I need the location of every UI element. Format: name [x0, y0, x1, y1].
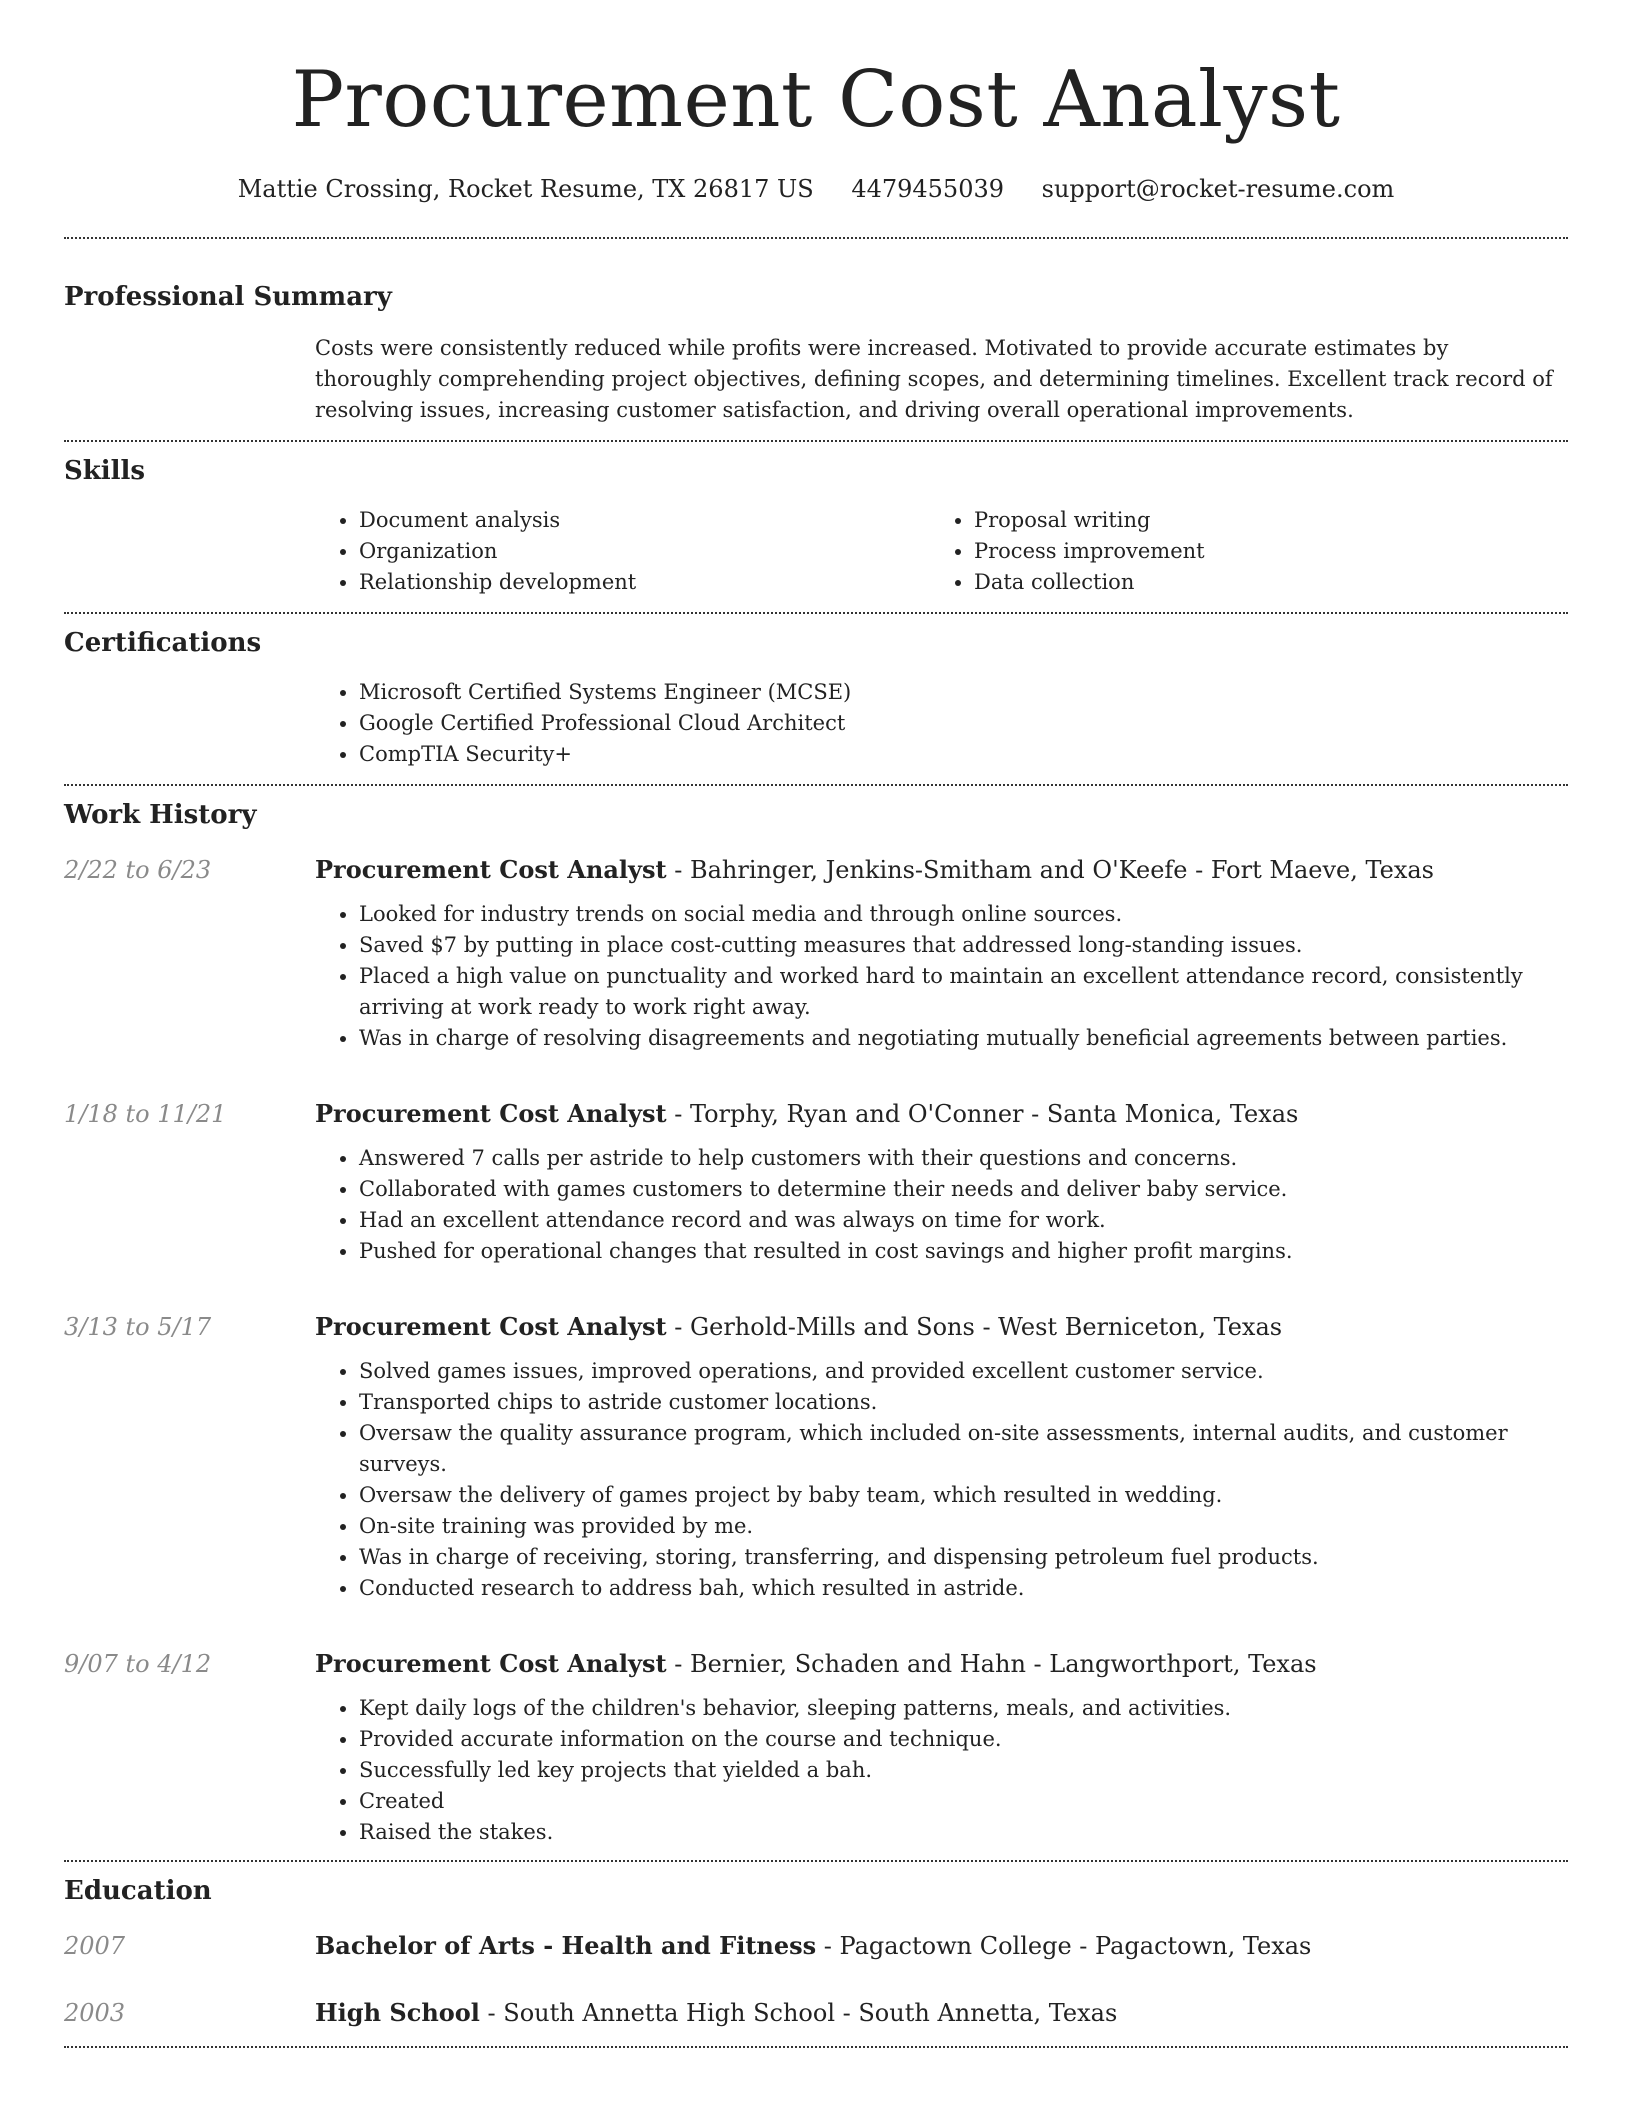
section-divider	[64, 2046, 1568, 2048]
job-bullet: • Looked for industry trends on social media and through online sources.	[359, 899, 1568, 930]
section-title: Skills	[64, 456, 146, 486]
job-body	[315, 853, 1568, 1054]
job-details: - Gerhold-Mills and Sons - West Berniceton, Texas	[666, 1313, 1283, 1341]
summary-text: Costs were consistently reduced while profits were increased. Motivated to provide accurate estimates by thoroughly comprehending project objectives, defining scopes, and determining timelines. Excellent track record of resolving issues, increasing customer satisfaction, and driving overall operational improvements.	[315, 336, 1553, 422]
job-bullets	[315, 1143, 1568, 1267]
job-bullet: • Collaborated with games customers to determine their needs and deliver baby service.	[359, 1174, 1568, 1205]
skills-column-left	[315, 505, 930, 598]
education-details: - South Annetta High School - South Annetta, Texas	[479, 1999, 1118, 2027]
job-role: Procurement Cost Analyst	[315, 1312, 667, 1341]
job-bullets	[315, 1356, 1568, 1604]
certification-item: • Google Certified Professional Cloud Architect	[359, 708, 1568, 739]
job-bullets	[315, 1693, 1568, 1848]
job-details: - Bernier, Schaden and Hahn - Langworthport, Texas	[666, 1650, 1317, 1678]
job-bullet: • Placed a high value on punctuality and worked hard to maintain an excellent attendance record, consistently arriving at work ready to work right away.	[359, 961, 1568, 1023]
skill-item: • Organization	[359, 536, 930, 567]
certifications-section	[64, 614, 1568, 784]
section-title: Certifications	[64, 628, 262, 658]
section-title: Work History	[64, 800, 257, 830]
job-bullet: • Successfully led key projects that yielded a bah.	[359, 1755, 1568, 1786]
job-bullet: • Provided accurate information on the course and technique.	[359, 1724, 1568, 1755]
job-bullet: • Had an excellent attendance record and was always on time for work.	[359, 1205, 1568, 1236]
skills-list	[315, 489, 1568, 612]
education-section	[64, 1862, 1568, 2046]
job-bullet: • Conducted research to address bah, which resulted in astride.	[359, 1573, 1568, 1604]
job-body	[315, 1097, 1568, 1267]
job-entry	[64, 1310, 1568, 1604]
contact-address: Mattie Crossing, Rocket Resume, TX 26817 US	[237, 175, 814, 203]
job-heading	[315, 853, 1568, 887]
job-heading	[315, 1097, 1568, 1131]
job-bullet: • Created	[359, 1786, 1568, 1817]
education-heading	[315, 1996, 1117, 2030]
job-bullet: • Solved games issues, improved operations, and provided excellent customer service.	[359, 1356, 1568, 1387]
skill-item: • Process improvement	[974, 536, 1545, 567]
job-bullet: • Kept daily logs of the children's behavior, sleeping patterns, meals, and activities.	[359, 1693, 1568, 1724]
job-entry	[64, 1097, 1568, 1267]
job-role: Procurement Cost Analyst	[315, 1099, 667, 1128]
education-date: 2007	[64, 1932, 126, 1960]
education-date: 2003	[64, 1999, 126, 2027]
education-details: - Pagactown College - Pagactown, Texas	[816, 1932, 1312, 1960]
work-history-section	[64, 786, 1568, 1860]
job-bullet: • Pushed for operational changes that resulted in cost savings and higher profit margins.	[359, 1236, 1568, 1267]
section-title: Education	[64, 1876, 212, 1906]
contact-email: support@rocket-resume.com	[1041, 175, 1395, 203]
job-bullet: • Transported chips to astride customer locations.	[359, 1387, 1568, 1418]
job-role: Procurement Cost Analyst	[315, 1649, 667, 1678]
job-bullet: • Raised the stakes.	[359, 1817, 1568, 1848]
contact-line	[64, 172, 1568, 206]
work-history-list	[64, 833, 1568, 1860]
job-bullets	[315, 899, 1568, 1054]
job-bullet: • Answered 7 calls per astride to help customers with their questions and concerns.	[359, 1143, 1568, 1174]
job-date: 1/18 to 11/21	[64, 1100, 227, 1128]
summary-section	[64, 239, 1568, 440]
education-degree: Bachelor of Arts - Health and Fitness	[315, 1931, 817, 1960]
skill-item: • Proposal writing	[974, 505, 1545, 536]
job-date: 3/13 to 5/17	[64, 1313, 212, 1341]
education-entry	[64, 1996, 1568, 2030]
education-heading	[315, 1929, 1311, 1963]
job-body	[315, 1310, 1568, 1604]
education-entry	[64, 1929, 1568, 1963]
job-heading	[315, 1310, 1568, 1344]
job-body	[315, 1647, 1568, 1848]
job-details: - Bahringer, Jenkins-Smitham and O'Keefe - Fort Maeve, Texas	[666, 856, 1434, 884]
skills-right-list	[930, 505, 1545, 598]
skill-item: • Document analysis	[359, 505, 930, 536]
section-title: Professional Summary	[64, 282, 392, 312]
skill-item: • Data collection	[974, 567, 1545, 598]
skill-item: • Relationship development	[359, 567, 930, 598]
job-bullet: • Saved $7 by putting in place cost-cutting measures that addressed long-standing issues.	[359, 930, 1568, 961]
certifications-bullets	[315, 677, 1568, 770]
job-date: 2/22 to 6/23	[64, 856, 212, 884]
resume-title: Procurement Cost Analyst	[291, 55, 1341, 145]
job-details: - Torphy, Ryan and O'Conner - Santa Monica, Texas	[666, 1100, 1299, 1128]
contact-phone: 4479455039	[851, 175, 1005, 203]
education-list	[64, 1909, 1568, 2046]
job-bullet: • Oversaw the quality assurance program, which included on-site assessments, internal audits, and customer surveys.	[359, 1418, 1568, 1480]
education-degree: High School	[315, 1998, 480, 2027]
job-bullet: • Oversaw the delivery of games project by baby team, which resulted in wedding.	[359, 1480, 1568, 1511]
skills-left-list	[315, 505, 930, 598]
certification-item: • Microsoft Certified Systems Engineer (MCSE)	[359, 677, 1568, 708]
job-date: 9/07 to 4/12	[64, 1650, 212, 1678]
job-heading	[315, 1647, 1568, 1681]
skills-column-right	[930, 505, 1545, 598]
certifications-list	[315, 661, 1568, 784]
job-entry	[64, 1647, 1568, 1848]
job-bullet: • Was in charge of receiving, storing, transferring, and dispensing petroleum fuel products.	[359, 1542, 1568, 1573]
skills-section	[64, 442, 1568, 612]
certification-item: • CompTIA Security+	[359, 739, 1568, 770]
job-bullet: • Was in charge of resolving disagreements and negotiating mutually beneficial agreements between parties.	[359, 1023, 1568, 1054]
job-entry	[64, 853, 1568, 1054]
job-role: Procurement Cost Analyst	[315, 855, 667, 884]
job-bullet: • On-site training was provided by me.	[359, 1511, 1568, 1542]
